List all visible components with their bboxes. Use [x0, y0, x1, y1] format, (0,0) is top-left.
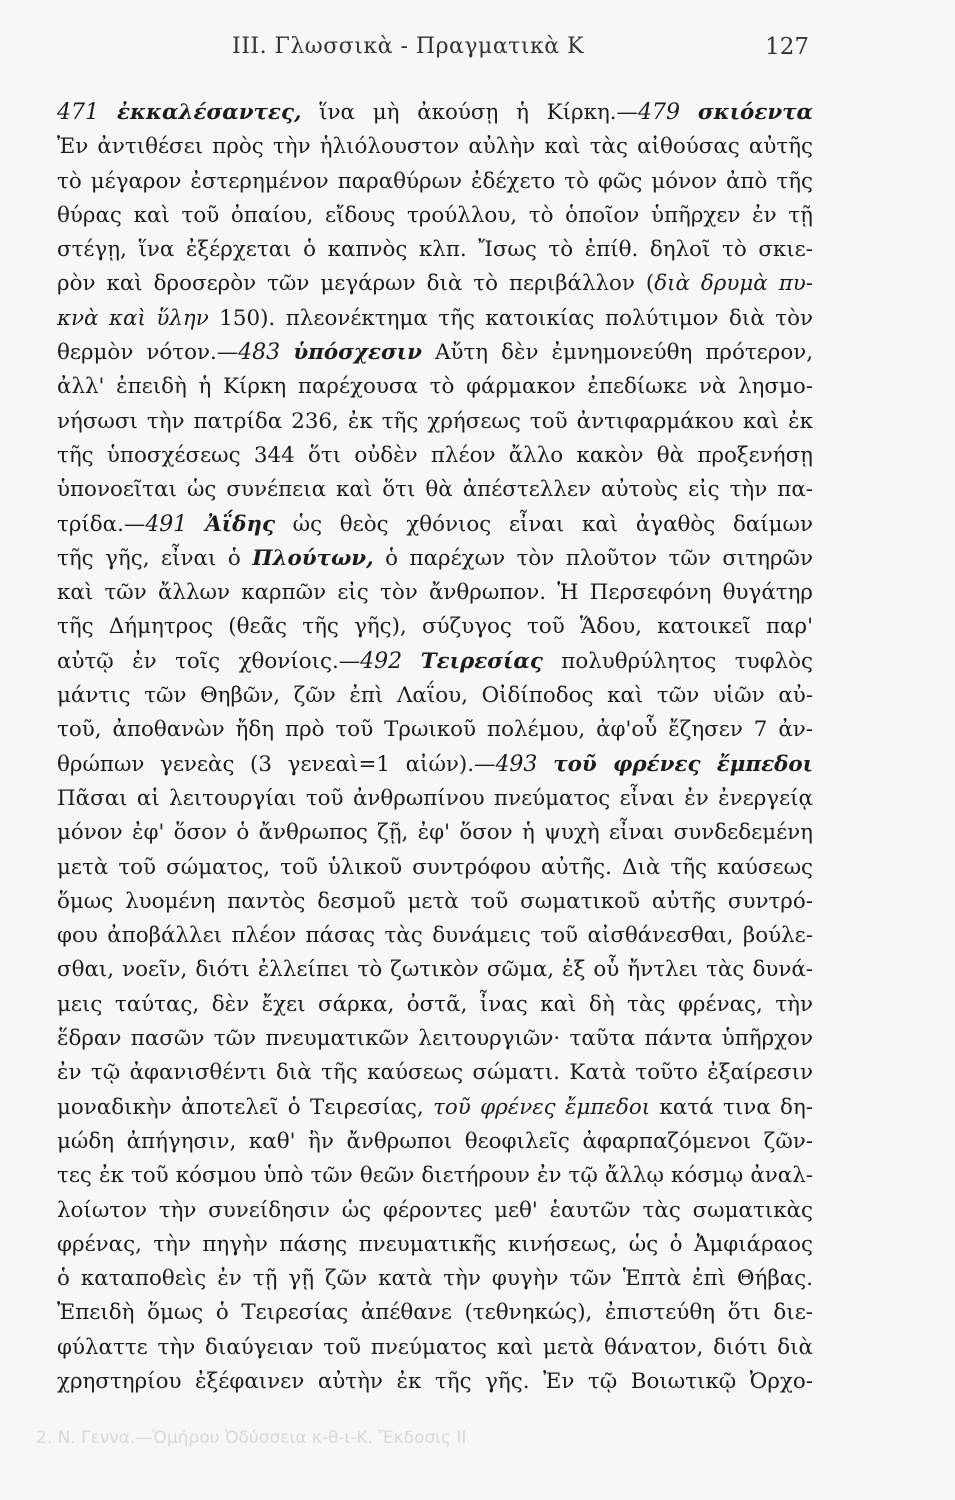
italic-text: τοῦ φρένες ἔμπεδοι: [433, 1094, 651, 1120]
italic-text: διὰ δρυμὰ πυ-: [654, 271, 813, 297]
text-run: Ἐπειδὴ ὅμως ὁ Τειρεσίας ἀπέθανε (τεθνηκώς), ἐπιστεύθη ὅτι διε-: [57, 1300, 813, 1326]
text-run: ἕδραν πασῶν τῶν πνευματικῶν λειτουργιῶν· ταῦτα πάντα ὑπῆρχον: [57, 1026, 813, 1052]
text-run: ἵνα μὴ ἀκούσῃ ἡ Κίρκη.—: [301, 100, 638, 125]
lemma: Πλούτων,: [252, 545, 374, 571]
text-run: ἐν τῷ ἀφανισθέντι διὰ τῆς καύσεως σώματι. Κατὰ τοῦτο ἐξαίρεσιν: [57, 1060, 813, 1086]
text-run: τρίδα.—: [57, 511, 146, 537]
italic-text: κνὰ καὶ ὕλην: [57, 305, 209, 331]
text-run: Αὔτη δὲν ἐμνημονεύθη πρότερον,: [421, 340, 813, 366]
text-run: τες ἐκ τοῦ κόσμου ὑπὸ τῶν θεῶν διετήρουν ἐν τῷ ἄλλῳ κόσμῳ ἀναλ-: [57, 1163, 813, 1189]
text-run: λοίωτον τὴν συνείδησιν ὡς φέροντες μεθ' ἑαυτῶν τὰς σωματικὰς: [57, 1197, 813, 1223]
running-title: III. Γλωσσικὰ - Πραγματικὰ Κ: [232, 34, 585, 59]
text-run: θρώπων γενεὰς (3 γενεαὶ=1 αἰών).—: [57, 751, 496, 777]
commentary-text: [57, 96, 813, 1399]
text-line: [57, 473, 813, 507]
text-line: [57, 1331, 813, 1365]
text-run: φρένας, τὴν πηγὴν πάσης πνευματικῆς κινήσεως, ὡς ὁ Ἀμφιάραος: [57, 1231, 813, 1257]
text-line: [57, 1228, 813, 1262]
text-run: ρὸν καὶ δροσερὸν τῶν μεγάρων διὰ τὸ περιβάλλον (: [57, 271, 655, 297]
text-line: [57, 1125, 813, 1159]
text-line: [57, 679, 813, 713]
text-line: [57, 610, 813, 644]
text-line: [57, 405, 813, 439]
text-run: τῆς ὑποσχέσεως 344 ὅτι οὐδὲν πλέον ἄλλο κακὸν θὰ προξενήσῃ: [57, 442, 813, 468]
text-line: [57, 267, 813, 301]
text-line: [57, 130, 813, 164]
text-line: [57, 336, 813, 370]
text-line: [57, 1365, 813, 1399]
text-run: κατά τινα δη-: [650, 1094, 813, 1120]
verse-number: 479: [637, 100, 698, 125]
bleed-through-text: 2. Ν. Γεννα.—Ὁμήρου Ὀδύσσεια κ-θ-ι-Κ. Ἔκδοσις ΙΙ: [36, 1428, 467, 1448]
text-line: [57, 988, 813, 1022]
text-run: τῆς γῆς, εἶναι ὁ: [57, 545, 253, 571]
text-run: φύλαττε τὴν διαύγειαν τοῦ πνεύματος καὶ μετὰ θάνατον, διότι διὰ: [57, 1334, 813, 1360]
text-line: [57, 953, 813, 987]
text-line: [57, 1296, 813, 1330]
text-run: τοῦ, ἀποθανὼν ἤδη πρὸ τοῦ Τρωικοῦ πολέμου, ἀφ'οὗ ἔζησεν 7 ἀν-: [57, 717, 813, 743]
text-line: [57, 1194, 813, 1228]
text-run: αὐτῷ ἐν τοῖς χθονίοις.—: [57, 648, 361, 674]
verse-number: 492: [360, 648, 421, 674]
text-run: καὶ τῶν ἄλλων καρπῶν εἰς τὸν ἄνθρωπον. Ἡ Περσεφόνη θυγάτηρ: [57, 580, 813, 606]
text-run: ὑπονοεῖται ὡς συνέπεια καὶ ὅτι θὰ ἀπέστελλεν αὐτοὺς εἰς τὴν πα-: [57, 477, 813, 503]
lemma: ὑπόσχεσιν: [293, 340, 422, 366]
text-run: τὸ μέγαρον ἐστερημένον παραθύρων ἐδέχετο τὸ φῶς μόνον ἀπὸ τῆς: [57, 168, 813, 194]
text-run: μοναδικὴν ἀποτελεῖ ὁ Τειρεσίας,: [57, 1094, 434, 1120]
text-line: [57, 1262, 813, 1296]
text-run: ὁ παρέχων τὸν πλοῦτον τῶν σιτηρῶν: [373, 545, 813, 571]
lemma: ἐκκαλέσαντες,: [116, 100, 302, 125]
text-run: νήσωσι τὴν πατρίδα 236, ἐκ τῆς χρήσεως τοῦ ἀντιφαρμάκου καὶ ἐκ: [57, 408, 813, 434]
lemma: σκιόεντα: [697, 100, 813, 125]
text-line: [57, 96, 813, 130]
text-run: μώδη ἀπήγησιν, καθ' ἣν ἄνθρωποι θεοφιλεῖς ἀφαρπαζόμενοι ζῶν-: [57, 1128, 813, 1154]
text-line: [57, 1159, 813, 1193]
lemma: τοῦ φρένες ἔμπεδοι: [553, 751, 813, 777]
text-run: στέγῃ, ἵνα ἐξέρχεται ὁ καπνὸς κλπ. Ἴσως τὸ ἐπίθ. δηλοῖ τὸ σκιε-: [57, 237, 813, 263]
text-line: [57, 919, 813, 953]
text-line: [57, 576, 813, 610]
text-line: [57, 302, 813, 336]
text-line: [57, 1022, 813, 1056]
text-run: μόνον ἐφ' ὅσον ὁ ἄνθρωπος ζῇ, ἐφ' ὅσον ἡ ψυχὴ εἶναι συνδεδεμένη: [57, 820, 813, 846]
text-line: [57, 370, 813, 404]
text-line: [57, 645, 813, 679]
text-run: ὅμως λυομένη παντὸς δεσμοῦ μετὰ τοῦ σωματικοῦ αὐτῆς συντρό-: [57, 888, 813, 914]
text-line: [57, 233, 813, 267]
running-head: [0, 34, 955, 64]
text-run: Πᾶσαι αἱ λειτουργίαι τοῦ ἀνθρωπίνου πνεύματος εἶναι ἐν ἐνεργείᾳ: [57, 785, 813, 811]
text-run: μεις ταύτας, δὲν ἔχει σάρκα, ὀστᾶ, ἶνας καὶ δὴ τὰς φρένας, τὴν: [57, 991, 813, 1017]
lemma: Τειρεσίας: [420, 648, 543, 674]
text-run: μετὰ τοῦ σώματος, τοῦ ὑλικοῦ συντρόφου αὐτῆς. Διὰ τῆς καύσεως: [57, 854, 813, 880]
text-line: [57, 1091, 813, 1125]
text-line: [57, 508, 813, 542]
lemma: Ἀΐδης: [205, 511, 275, 537]
text-run: θύρας καὶ τοῦ ὀπαίου, εἴδους τρούλλου, τὸ ὁποῖον ὑπῆρχεν ἐν τῇ: [57, 202, 813, 228]
text-run: ὡς θεὸς χθόνιος εἶναι καὶ ἀγαθὸς δαίμων: [274, 511, 813, 537]
text-line: [57, 542, 813, 576]
text-run: πολυθρύλητος τυφλὸς: [542, 648, 813, 674]
verse-number: 471: [57, 100, 117, 125]
verse-number: 493: [495, 751, 554, 777]
text-line: [57, 199, 813, 233]
text-run: Ἐν ἀντιθέσει πρὸς τὴν ἡλιόλουστον αὐλὴν καὶ τὰς αἰθούσας αὐτῆς: [57, 134, 813, 160]
text-line: [57, 1056, 813, 1090]
text-line: [57, 782, 813, 816]
text-run: χρηστηρίου ἐξέφαινεν αὐτὴν ἐκ τῆς γῆς. Ἐν τῷ Βοιωτικῷ Ὀρχο-: [57, 1368, 813, 1394]
text-line: [57, 713, 813, 747]
text-run: φου ἀποβάλλει πλέον πάσας τὰς δυνάμεις τοῦ αἰσθάνεσθαι, βούλε-: [57, 923, 813, 949]
text-run: θερμὸν νότον.—: [57, 340, 239, 366]
text-run: σθαι, νοεῖν, διότι ἐλλείπει τὸ ζωτικὸν σῶμα, ἐξ οὗ ἤντλει τὰς δυνά-: [57, 957, 813, 983]
text-line: [57, 439, 813, 473]
page-number: 127: [765, 34, 809, 60]
text-line: [57, 885, 813, 919]
verse-number: 491: [145, 511, 206, 537]
text-line: [57, 748, 813, 782]
verse-number: 483: [238, 340, 294, 366]
text-run: μάντις τῶν Θηβῶν, ζῶν ἐπὶ Λαΐου, Οἰδίποδος καὶ τῶν υἱῶν αὐ-: [57, 683, 813, 709]
text-run: ἀλλ' ἐπειδὴ ἡ Κίρκη παρέχουσα τὸ φάρμακον ἐπεδίωκε νὰ λησμο-: [57, 374, 813, 400]
text-line: [57, 851, 813, 885]
text-run: τῆς Δήμητρος (θεᾶς τῆς γῆς), σύζυγος τοῦ Ἅδου, κατοικεῖ παρ': [57, 614, 813, 640]
text-line: [57, 165, 813, 199]
text-line: [57, 816, 813, 850]
text-run: 150). πλεονέκτημα τῆς κατοικίας πολύτιμον διὰ τὸν: [208, 305, 813, 331]
text-run: ὁ καταποθεὶς ἐν τῇ γῇ ζῶν κατὰ τὴν φυγὴν τῶν Ἑπτὰ ἐπὶ Θήβας.: [57, 1266, 813, 1292]
